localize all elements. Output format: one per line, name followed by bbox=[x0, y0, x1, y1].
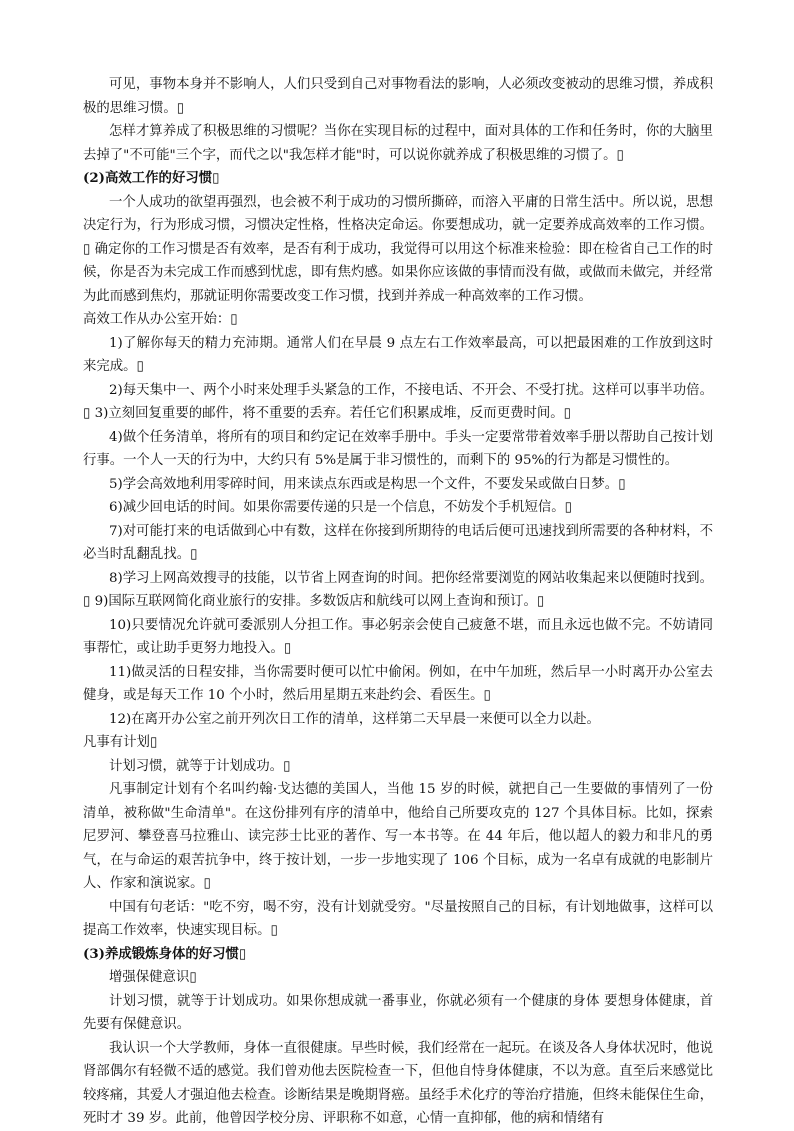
paragraph: 可见，事物本身并不影响人，人们只受到自己对事物看法的影响，人必须改变被动的思维习惯，养成积极的思维习惯。▯ bbox=[83, 77, 713, 116]
paragraph: 中国有句老话："吃不穷，喝不穷，没有计划就受穷。"尽量按照自己的目标，有计划地做事，这样可以提高工作效率，快速实现目标。▯ bbox=[83, 899, 713, 938]
document-page bbox=[83, 73, 713, 1131]
paragraph: 1)了解你每天的精力充沛期。通常人们在早晨 9 点左右工作效率最高，可以把最困难的工作放到这时来完成。▯ bbox=[83, 335, 713, 374]
paragraph: 10)只要情况允许就可委派别人分担工作。事必躬亲会使自己疲惫不堪，而且永远也做不完。不妨请同事帮忙，或让助手更努力地投入。▯ bbox=[83, 617, 713, 656]
paragraph: 11)做灵活的日程安排，当你需要时便可以忙中偷闲。例如，在中午加班，然后早一小时离开办公室去健身，或是每天工作 10 个小时，然后用星期五来赴约会、看医生。▯ bbox=[83, 664, 713, 703]
paragraph: 4)做个任务清单，将所有的项目和约定记在效率手册中。手头一定要常带着效率手册以帮助自己按计划行事。一个人一天的行为中，大约只有 5%是属于非习惯性的，而剩下的 95%的行为都是习惯性的。 bbox=[83, 429, 713, 468]
paragraph: 6)减少回电话的时间。如果你需要传递的只是一个信息，不妨发个手机短信。▯ bbox=[109, 500, 573, 515]
paragraph: 怎样才算养成了积极思维的习惯呢？当你在实现目标的过程中，面对具体的工作和任务时，你的大脑里去掉了"不可能"三个字，而代之以"我怎样才能"时，可以说你就养成了积极思维的习惯了。▯ bbox=[83, 124, 713, 163]
paragraph: 一个人成功的欲望再强烈，也会被不利于成功的习惯所撕碎，而溶入平庸的日常生活中。所以说，思想决定行为，行为形成习惯，习惯决定性格，性格决定命运。你要想成功，就一定要养成高效率的工作习惯。▯ 确定你的工作习惯是否有效率，是否有利于成功，我觉得可以用这个标准来检验：即在检省自己工作的时候，你是否为未完成工作而感到忧虑，即有焦灼感。如果你应该做的事情而没有做，或做而未做完，并经常为此而感到焦灼，那就证明你需要改变工作习惯，找到并养成一种高效率的工作习惯。 bbox=[83, 194, 713, 304]
paragraph: 高效工作从办公室开始：▯ bbox=[83, 312, 238, 327]
paragraph: 5)学会高效地利用零碎时间，用来读点东西或是构思一个文件，不要发呆或做白日梦。▯ bbox=[109, 476, 626, 492]
paragraph: 增强保健意识▯ bbox=[109, 970, 197, 985]
section-heading: (2)高效工作的好习惯▯ bbox=[83, 170, 220, 186]
paragraph: 8)学习上网高效搜寻的技能，以节省上网查询的时间。把你经常要浏览的网站收集起来以便随时找到。▯ 9)国际互联网简化商业旅行的安排。多数饭店和航线可以网上查询和预订。▯ bbox=[83, 570, 713, 609]
paragraph: 7)对可能打来的电话做到心中有数，这样在你接到所期待的电话后便可迅速找到所需要的各种材料，不必当时乱翻乱找。▯ bbox=[83, 523, 713, 562]
paragraph: 2)每天集中一、两个小时来处理手头紧急的工作，不接电话、不开会、不受打扰。这样可以事半功倍。▯ 3)立刻回复重要的邮件，将不重要的丢弃。若任它们积累成堆，反而更费时间。▯ bbox=[83, 382, 713, 421]
paragraph: 凡事有计划▯ bbox=[83, 735, 158, 750]
paragraph: 凡事制定计划有个名叫约翰·戈达德的美国人，当他 15 岁的时候，就把自己一生要做的事情列了一份清单，被称做"生命清单"。在这份排列有序的清单中，他给自己所要攻克的 127 个具体目标。比如，探索尼罗河、攀登喜马拉雅山、读完莎士比亚的著作、写一本书等。在 44 年后，他以超人的毅力和非凡的勇气，在与命运的艰苦抗争中，终于按计划，一步一步地实现了 106 个目标，成为一名卓有成就的电影制片人、作家和演说家。▯ bbox=[83, 782, 713, 891]
paragraph: 我认识一个大学教师，身体一直很健康。早些时候，我们经常在一起玩。在谈及各人身体状况时，他说肾部偶尔有轻微不适的感觉。我们曾劝他去医院检查一下，但他自恃身体健康，不以为意。直至后来感觉比较疼痛，其爱人才强迫他去检查。诊断结果是晚期肾癌。虽经手术化疗的等治疗措施，但终未能保住生命，死时才 39 岁。此前，他曾因学校分房、评职称不如意，心情一直抑郁，他的病和情绪有 bbox=[83, 1040, 713, 1126]
paragraph: 计划习惯，就等于计划成功。如果你想成就一番事业，你就必须有一个健康的身体 要想身体健康，首先要有保健意识。 bbox=[83, 993, 713, 1032]
paragraph: 计划习惯，就等于计划成功。▯ bbox=[109, 758, 291, 774]
paragraph: 12)在离开办公室之前开列次日工作的清单，这样第二天早晨一来便可以全力以赴。 bbox=[109, 711, 600, 727]
section-heading: (3)养成锻炼身体的好习惯▯ bbox=[83, 945, 247, 962]
